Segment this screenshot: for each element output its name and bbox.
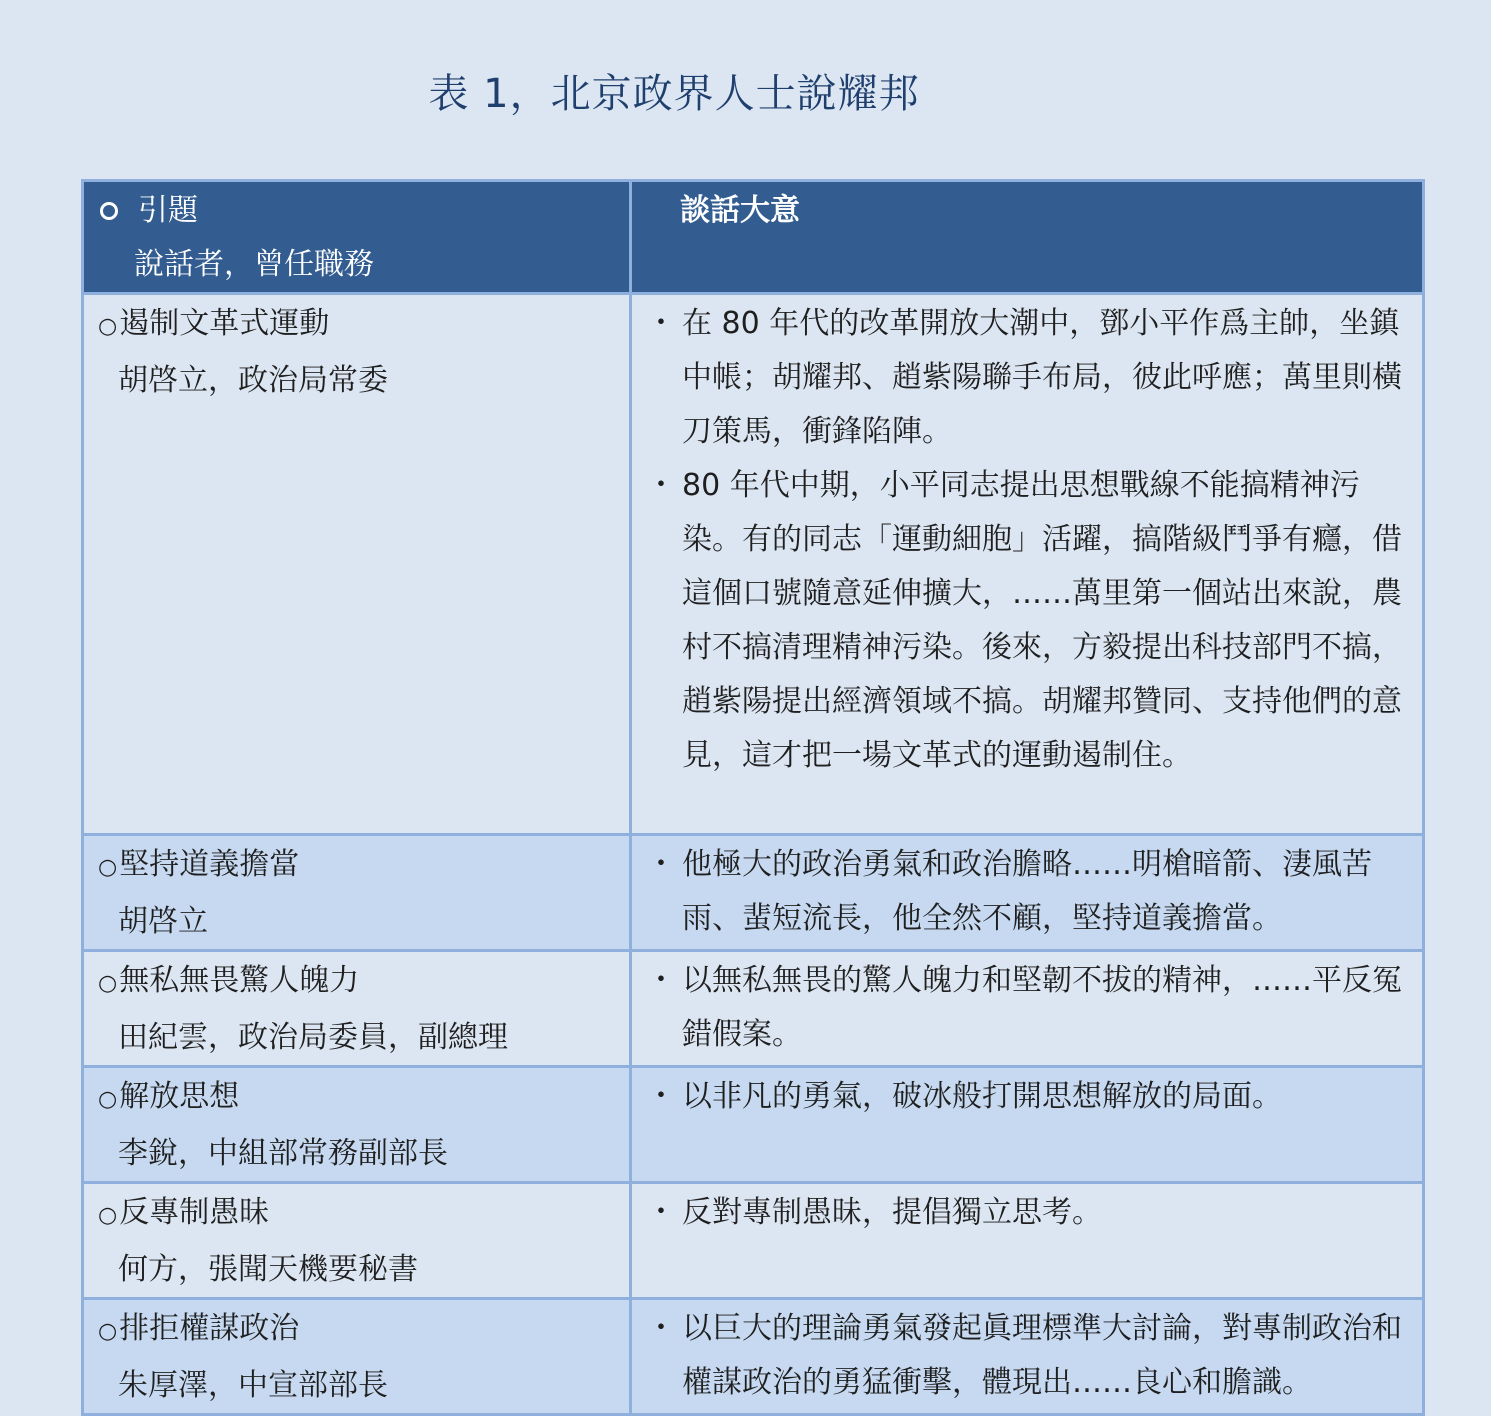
quote-cell [83, 294, 631, 835]
header-left-cell [83, 181, 631, 294]
circle-icon [100, 202, 118, 220]
table-row [83, 835, 1424, 951]
header-summary-label: 談話大意 [680, 193, 800, 228]
summary-cell [631, 1183, 1424, 1299]
quote-cell [83, 1067, 631, 1183]
table-row [83, 294, 1424, 835]
table-title: 表 1，北京政界人士說耀邦 [428, 71, 920, 117]
header-quote-label: 引題 [138, 193, 198, 228]
quote-title: ○ 反專制愚昧 [98, 1186, 629, 1243]
summary-cell [631, 951, 1424, 1067]
table-row [83, 1299, 1424, 1415]
table-row [83, 1183, 1424, 1299]
quote-title: ○ 遏制文革式運動 [98, 297, 629, 354]
summary-bullet: ・ 反對專制愚昧，提倡獨立思考。 [654, 1186, 1414, 1240]
summary-bullet: ・ 以無私無畏的驚人魄力和堅韌不拔的精神，……平反冤錯假案。 [654, 954, 1414, 1062]
quote-cell [83, 1183, 631, 1299]
summary-bullet: ・ 他極大的政治勇氣和政治膽略……明槍暗箭、淒風苦雨、蜚短流長，他全然不顧，堅持道義擔當。 [654, 838, 1414, 946]
table-row [83, 1067, 1424, 1183]
table-row [83, 951, 1424, 1067]
speaker-text: 朱厚澤，中宣部部長 [118, 1368, 388, 1403]
summary-bullet: ・ 80 年代中期，小平同志提出思想戰線不能搞精神污染。有的同志「運動細胞」活躍，搞階級鬥爭有癮，借這個口號隨意延伸擴大，……萬里第一個站出來說，農村不搞清理精神污染。後來，方毅提出科技部門不搞，趙紫陽提出經濟領域不搞。胡耀邦贊同、支持他們的意見，這才把一場文革式的運動遏制住。 [654, 459, 1414, 783]
speaker-text: 胡啓立，政治局常委 [118, 363, 388, 398]
summary-cell [631, 835, 1424, 951]
quotes-table [81, 179, 1425, 1416]
table-header-row [83, 181, 1424, 294]
header-speaker-label: 說話者，曾任職務 [134, 247, 374, 282]
speaker-text: 田紀雲，政治局委員，副總理 [118, 1020, 508, 1055]
quote-cell [83, 835, 631, 951]
header-right-cell [631, 181, 1424, 294]
quote-title: ○ 堅持道義擔當 [98, 838, 629, 895]
quote-title: ○ 排拒權謀政治 [98, 1302, 629, 1359]
quote-title: ○ 無私無畏驚人魄力 [98, 954, 629, 1011]
summary-cell [631, 1299, 1424, 1415]
speaker-text: 胡啓立 [118, 904, 208, 939]
speaker-text: 何方，張聞天機要秘書 [118, 1252, 418, 1287]
quote-cell [83, 951, 631, 1067]
summary-bullet: ・ 以巨大的理論勇氣發起眞理標準大討論，對專制政治和權謀政治的勇猛衝擊，體現出……良心和膽識。 [654, 1302, 1414, 1410]
speaker-text: 李銳，中組部常務副部長 [118, 1136, 448, 1171]
quote-cell [83, 1299, 631, 1415]
summary-bullet: ・ 以非凡的勇氣，破冰般打開思想解放的局面。 [654, 1070, 1414, 1124]
quote-title: ○ 解放思想 [98, 1070, 629, 1127]
summary-bullet: ・ 在 80 年代的改革開放大潮中，鄧小平作爲主帥，坐鎮中帳；胡耀邦、趙紫陽聯手布局，彼此呼應；萬里則橫刀策馬，衝鋒陷陣。 [654, 297, 1414, 459]
summary-cell [631, 294, 1424, 835]
summary-cell [631, 1067, 1424, 1183]
